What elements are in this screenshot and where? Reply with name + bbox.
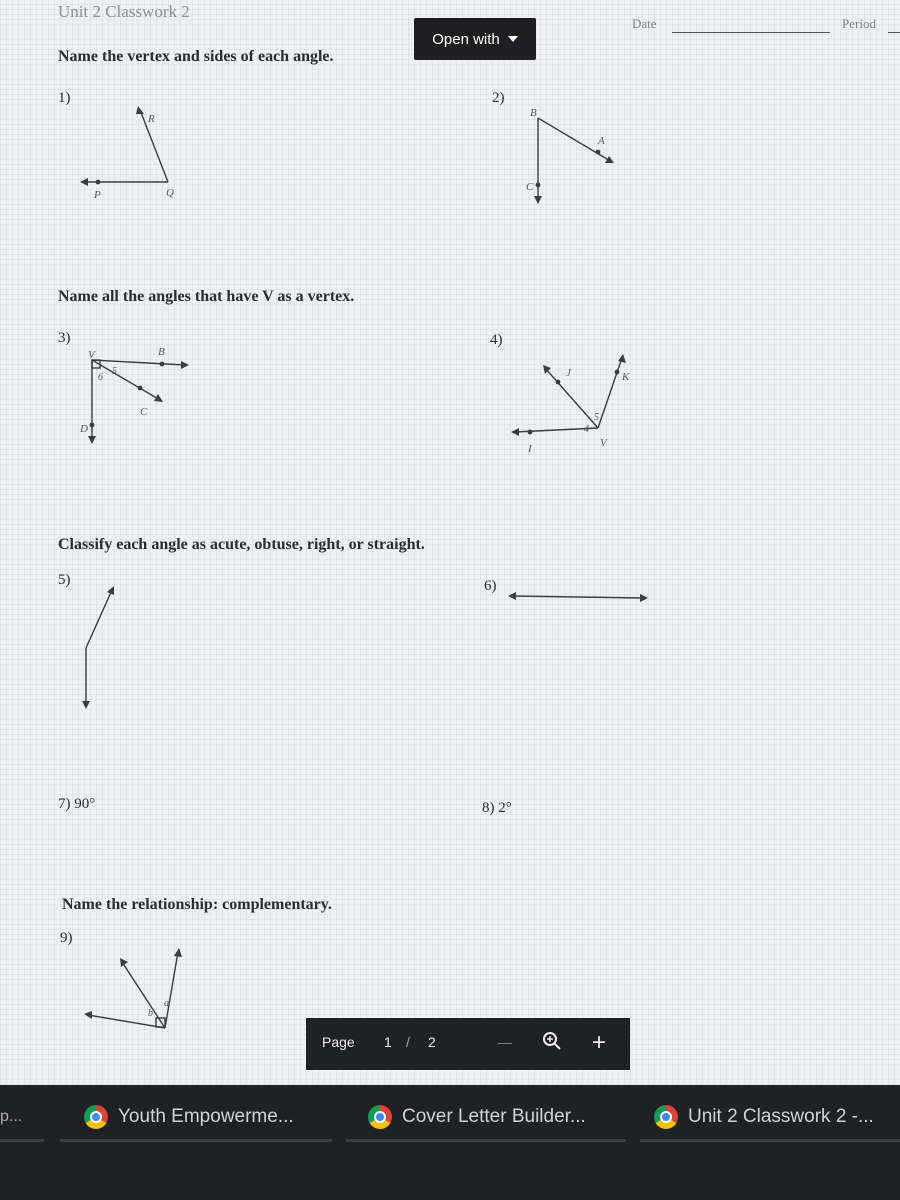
problem-8-number: 8) 2°	[482, 800, 512, 816]
figure-2-arrow-c	[534, 196, 542, 204]
figure-2-point-c	[536, 183, 541, 188]
tab-indicator-3	[640, 1139, 900, 1142]
problem-1-number: 1)	[58, 90, 71, 106]
figure-5-ray-up	[86, 590, 112, 648]
figure-4-point-i	[528, 430, 533, 435]
figure-6-arrow-right	[640, 594, 648, 602]
label-c-3: C	[140, 406, 148, 418]
label-d-3: D	[80, 423, 88, 435]
problem-5-number: 5)	[58, 572, 71, 588]
instruction-vertex-v: Name all the angles that have V as a vertex.	[58, 288, 355, 305]
problem-4-number: 4)	[490, 332, 503, 348]
label-angle-6: 6	[98, 372, 103, 383]
tab-label: Unit 2 Classwork 2 -...	[688, 1106, 874, 1127]
problem-9-number: 9)	[60, 930, 73, 946]
label-angle-5-a: 5	[112, 366, 117, 377]
zoom-icon[interactable]	[542, 1031, 562, 1054]
figure-4-ray-vk	[598, 358, 622, 428]
figure-6-line	[512, 596, 644, 598]
current-page[interactable]: 1	[384, 1034, 392, 1050]
tab-label: Cover Letter Builder...	[402, 1106, 586, 1127]
figure-1-arrow-p	[80, 178, 88, 186]
figure-5-arrow-down	[82, 701, 90, 709]
label-j: J	[566, 367, 571, 379]
label-angle-b: b	[148, 1008, 153, 1019]
problem-2-number: 2)	[492, 90, 505, 106]
figure-9-ray-horizontal	[88, 1015, 165, 1028]
date-label: Date	[632, 16, 657, 31]
open-with-label: Open with	[432, 30, 500, 48]
label-angle-a: a	[164, 998, 169, 1009]
label-v-3: V	[88, 349, 95, 361]
page-label: Page	[322, 1034, 355, 1050]
figure-9-arrow-horizontal	[84, 1011, 92, 1019]
tab-label: Youth Empowerme...	[118, 1106, 294, 1127]
tab-indicator-1	[60, 1139, 332, 1142]
label-b-3: B	[158, 346, 165, 358]
taskbar-tab-youth-empowerment[interactable]	[84, 1097, 294, 1137]
period-label: Period	[842, 16, 876, 31]
tab-indicator-0	[0, 1139, 44, 1142]
taskbar	[0, 1085, 900, 1200]
figure-1-arrow-r	[136, 106, 144, 114]
figure-3-arrow-d	[88, 436, 96, 444]
instruction-relationship: Name the relationship: complementary.	[62, 896, 332, 913]
figure-4-point-k	[615, 370, 620, 375]
instruction-vertex-sides: Name the vertex and sides of each angle.	[58, 48, 334, 65]
chrome-icon	[654, 1105, 678, 1129]
label-a-2: A	[598, 135, 605, 147]
figure-9-ray-up	[165, 952, 178, 1028]
taskbar-tab-unit-2-classwork[interactable]	[654, 1097, 874, 1137]
page-separator: /	[406, 1034, 410, 1050]
taskbar-tab-cover-letter[interactable]	[368, 1097, 586, 1137]
figure-3-point-c	[138, 386, 143, 391]
label-angle-5-b: 5	[594, 412, 599, 423]
figure-4-arrow-k	[618, 354, 626, 363]
chrome-icon	[368, 1105, 392, 1129]
figure-2-arrow-a	[605, 156, 614, 163]
page-toolbar	[306, 1018, 630, 1070]
label-angle-4: 4	[584, 424, 589, 435]
figure-3-ray-vb	[92, 360, 185, 365]
figure-9-arrow-up	[174, 948, 182, 957]
problem-7-number: 7) 90°	[58, 796, 96, 812]
figure-3-arrow-b	[181, 361, 189, 369]
taskbar-partial-tab[interactable]: p...	[0, 1108, 23, 1125]
figure-2-point-a	[596, 150, 601, 155]
magnifier-icon	[542, 1031, 562, 1051]
instruction-classify: Classify each angle as acute, obtuse, right, or straight.	[58, 536, 425, 553]
figure-3-point-b	[160, 362, 165, 367]
label-i: I	[528, 443, 532, 455]
label-c-2: C	[526, 181, 534, 193]
label-r: R	[148, 113, 155, 125]
document-title: Unit 2 Classwork 2	[58, 2, 190, 21]
open-with-button[interactable]	[414, 18, 536, 60]
label-k: K	[622, 371, 630, 383]
total-pages: 2	[428, 1034, 436, 1050]
figure-4-ray-vj	[545, 368, 598, 428]
figure-4-point-j	[556, 380, 561, 385]
figure-3-point-d	[90, 423, 95, 428]
zoom-out-button[interactable]: —	[498, 1034, 512, 1050]
label-q: Q	[166, 187, 174, 199]
problem-6-number: 6)	[484, 578, 497, 594]
zoom-in-button[interactable]: +	[592, 1029, 607, 1056]
chrome-icon	[84, 1105, 108, 1129]
figure-1-point-p	[96, 180, 101, 185]
caret-down-icon	[508, 36, 518, 42]
label-v-4: V	[600, 437, 607, 449]
problem-3-number: 3)	[58, 330, 71, 346]
label-b-2: B	[530, 107, 537, 119]
figure-6-arrow-left	[508, 592, 516, 600]
figure-4-arrow-i	[511, 428, 519, 436]
label-p: P	[94, 189, 101, 201]
tab-indicator-2	[346, 1139, 626, 1142]
